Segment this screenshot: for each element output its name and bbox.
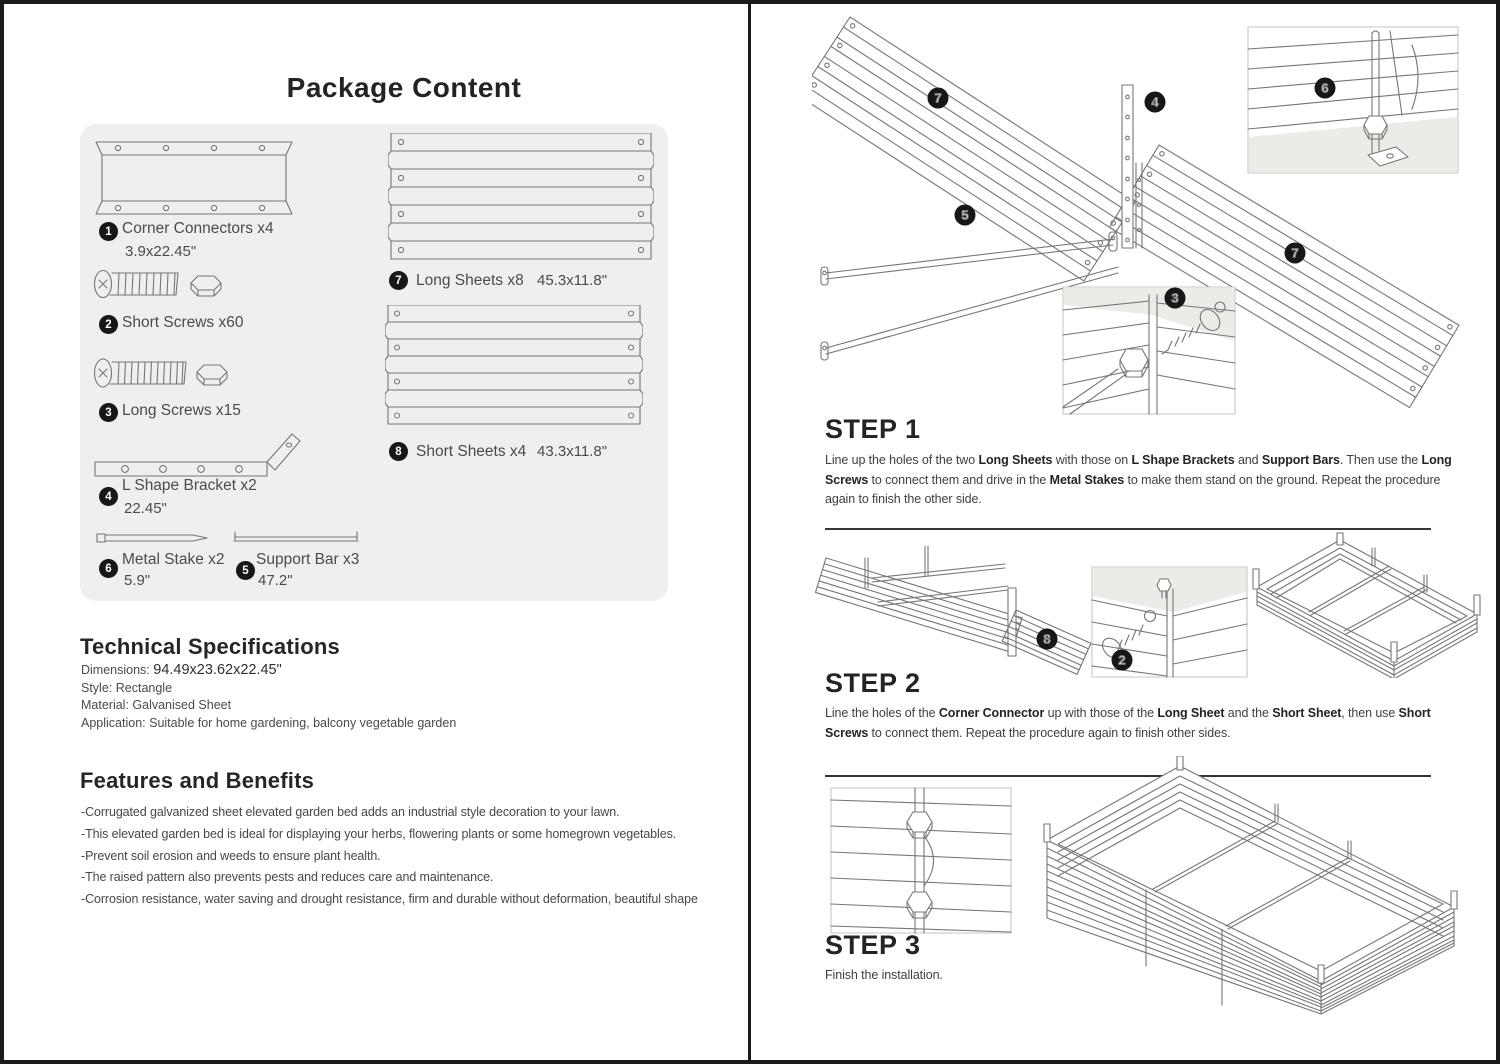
border-right — [1496, 0, 1500, 1064]
item-1-label: Corner Connectors x4 — [122, 220, 274, 237]
item-7-badge: 7 — [389, 271, 408, 290]
specs-title: Technical Specifications — [80, 634, 340, 659]
item-4-badge: 4 — [99, 487, 118, 506]
spec-row: Dimensions: 94.49x23.62x22.45" — [81, 662, 282, 678]
item-8-badge: 8 — [389, 442, 408, 461]
item-1-dim: 3.9x22.45" — [125, 243, 197, 260]
item-8-dim: 43.3x11.8" — [537, 443, 608, 460]
short-sheet-icon — [385, 305, 643, 427]
item-5-label: Support Bar x3 — [256, 551, 360, 568]
feature-line: -Corrugated galvanized sheet elevated garden bed adds an industrial style decoration to your lawn. — [81, 805, 620, 819]
specs-list — [81, 662, 456, 732]
item-3-label: Long Screws x15 — [122, 402, 241, 419]
metal-stake-icon — [95, 531, 209, 545]
item-8-label: Short Sheets x4 — [416, 443, 527, 460]
item-4-label: L Shape Bracket x2 — [122, 477, 257, 494]
panel-divider — [748, 0, 751, 1064]
step1-title: STEP 1 — [825, 414, 921, 444]
page-title: Package Content — [286, 72, 522, 103]
feature-line: -Prevent soil erosion and weeds to ensure plant health. — [81, 848, 381, 863]
item-6-dim: 5.9" — [124, 572, 151, 589]
divider-1 — [825, 528, 1431, 530]
step2-diagram — [812, 532, 1492, 678]
border-left — [0, 0, 4, 1064]
badge-3: 3 — [1171, 290, 1179, 306]
step1-diagram — [812, 5, 1492, 415]
corner-connector-icon — [93, 138, 295, 218]
item-3-badge: 3 — [99, 403, 118, 422]
step1-text: Line up the holes of the two Long Sheets with those on L Shape Brackets and Support Bars. Then use the Long Screws to connect them and drive in the Metal Stakes to make them stand on the ground. Repeat the procedure again to finish the other side. — [825, 453, 1452, 506]
item-5-dim: 47.2" — [258, 572, 293, 589]
long-sheet-icon — [388, 133, 654, 261]
item-7-dim: 45.3x11.8" — [537, 272, 608, 289]
badge-7-left: 7 — [934, 90, 942, 106]
step3-title: STEP 3 — [825, 930, 921, 960]
item-2-badge: 2 — [99, 315, 118, 334]
features-title: Features and Benefits — [80, 768, 315, 793]
long-screw-icon — [93, 354, 238, 392]
item-6-label: Metal Stake x2 — [122, 551, 225, 568]
item-1-badge: 1 — [99, 222, 118, 241]
step2-text: Line the holes of the Corner Connector up with those of the Long Sheet and the Short Sheet, then use Short Screws to connect them. Repeat the procedure again to finish other sides. — [825, 706, 1431, 740]
step3-text: Finish the installation. — [825, 968, 943, 982]
badge-6: 6 — [1321, 80, 1329, 96]
badge-5: 5 — [961, 207, 969, 223]
badge-8: 8 — [1043, 631, 1051, 647]
item-6-badge: 6 — [99, 559, 118, 578]
features-list — [81, 802, 698, 911]
badge-7-right: 7 — [1291, 245, 1299, 261]
item-5-badge: 5 — [236, 561, 255, 580]
item-4-dim: 22.45" — [124, 500, 167, 517]
feature-line: -Corrosion resistance, water saving and drought resistance, firm and durable without deformation, beautiful shape — [81, 892, 698, 907]
l-shape-bracket-icon — [93, 428, 305, 480]
step2-title: STEP 2 — [825, 668, 921, 698]
feature-line: -This elevated garden bed is ideal for displaying your herbs, flowering plants or some homegrown vegetables. — [81, 826, 677, 841]
support-bar-icon — [228, 529, 364, 545]
item-2-label: Short Screws x60 — [122, 314, 244, 331]
spec-row: Material: Galvanised Sheet — [81, 698, 232, 712]
item-7-label: Long Sheets x8 — [416, 272, 524, 289]
badge-2: 2 — [1118, 652, 1126, 668]
badge-4: 4 — [1151, 94, 1159, 110]
spec-row: Style: Rectangle — [81, 680, 173, 695]
feature-line: -The raised pattern also prevents pests and reduces care and maintenance. — [81, 870, 494, 885]
spec-row: Application: Suitable for home gardening, balcony vegetable garden — [81, 715, 457, 730]
short-screw-icon — [93, 266, 233, 302]
